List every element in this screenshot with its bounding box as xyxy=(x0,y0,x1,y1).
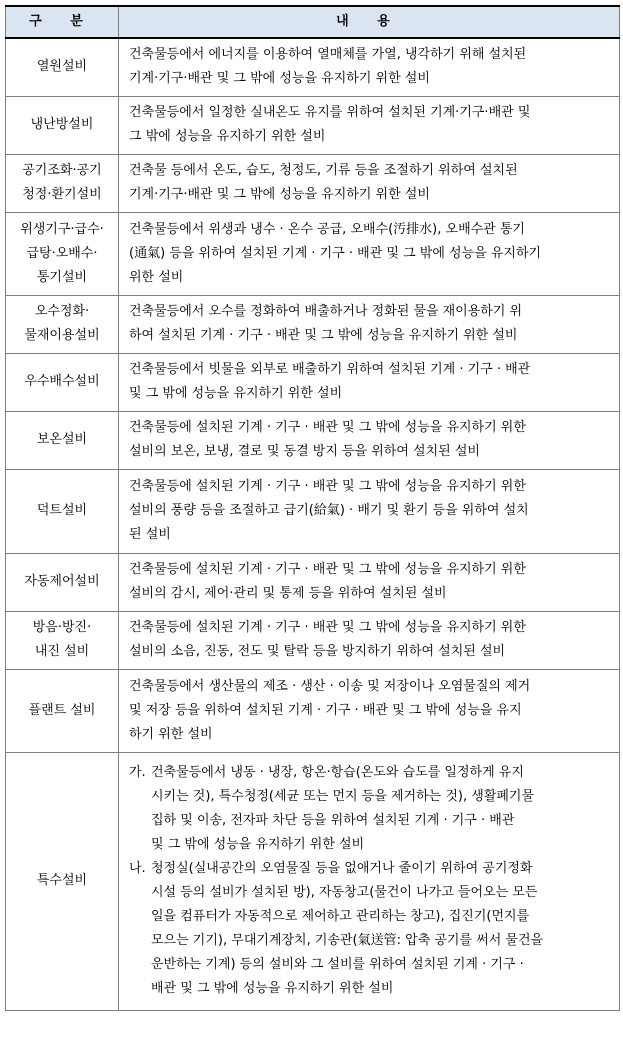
row-category xyxy=(6,752,119,1010)
text-line: 청정·환기설비 xyxy=(22,187,102,202)
text-line: 하기 위한 설비 xyxy=(129,726,213,742)
text-line: 청정실(실내공간의 오염물질 등을 없애거나 줄이기 위하여 공기정화 xyxy=(151,861,533,876)
text-line: 그 밖에 성능을 유지하기 위한 설비 xyxy=(129,129,326,144)
text-line: 배관 및 그 밖에 성능을 유지하기 위한 설비 xyxy=(151,981,394,996)
text-line: 설비의 소음, 진동, 전도 및 탈락 등을 방지하기 위하여 설치된 설비 xyxy=(129,644,506,659)
row-category xyxy=(6,295,119,353)
row-content xyxy=(119,38,620,96)
row-content xyxy=(119,212,620,295)
text-line: 건축물등에 설치된 기계 · 기구 · 배관 및 그 밖에 성능을 유지하기 위한 xyxy=(129,562,526,577)
row-content xyxy=(119,353,620,411)
text-line: 위한 설비 xyxy=(129,269,184,285)
text-line: 자동제어설비 xyxy=(24,574,100,589)
row-category xyxy=(6,353,119,411)
text-line: 및 그 밖에 성능을 유지하기 위한 설비 xyxy=(151,837,365,852)
text-line: 건축물등에서 위생과 냉수 · 온수 공급, 오배수(汚排水), 오배수관 통기 xyxy=(129,221,525,237)
table-row xyxy=(6,38,620,96)
row-content xyxy=(119,553,620,611)
text-line: 통기설비 xyxy=(36,269,88,285)
table-row xyxy=(6,295,620,353)
text-line: 기계·기구·배관 및 그 밖에 성능을 유지하기 위한 설비 xyxy=(129,187,430,202)
text-line: 된 설비 xyxy=(129,527,171,542)
header-content: 내 용 xyxy=(119,6,620,38)
row-category xyxy=(6,154,119,212)
text-line: 건축물등에서 오수를 정화하여 배출하거나 정화된 물을 재이용하기 위 xyxy=(129,304,523,319)
table-row xyxy=(6,611,620,669)
text-line: 공기조화·공기 xyxy=(22,163,102,178)
text-line: (通氣) 등을 위하여 설치된 기계 · 기구 · 배관 및 그 밖에 성능을 유지하기 xyxy=(129,245,542,261)
list-marker: 나. xyxy=(129,861,146,876)
text-line: 건축물 등에서 온도, 습도, 청정도, 기류 등을 조절하기 위하여 설치된 xyxy=(129,163,518,178)
row-category xyxy=(6,669,119,752)
table-row xyxy=(6,469,620,553)
text-line: 건축물등에 설치된 기계 · 기구 · 배관 및 그 밖에 성능을 유지하기 위한 xyxy=(129,420,526,435)
text-line: 플랜트 설비 xyxy=(28,702,96,718)
text-line: 집하 및 이송, 전자파 차단 등을 위하여 설치된 기계 · 기구 · 배관 xyxy=(151,813,515,828)
text-line: 오수정화· xyxy=(34,304,90,319)
text-line: 기계·기구·배관 및 그 밖에 성능을 유지하기 위한 설비 xyxy=(129,71,430,87)
special-equipment-list xyxy=(129,761,611,1001)
text-line: 하여 설치된 기계 · 기구 · 배관 및 그 밖에 성능을 유지하기 위한 설비 xyxy=(129,328,518,343)
row-content xyxy=(119,154,620,212)
text-line: 특수설비 xyxy=(36,873,88,888)
text-line: 운반하는 기계) 등의 설비와 그 설비를 위하여 설치된 기계 · 기구 · xyxy=(151,957,524,972)
row-content xyxy=(119,752,620,1010)
table-row xyxy=(6,96,620,154)
text-line: 및 저장 등을 위하여 설치된 기계 · 기구 · 배관 및 그 밖에 성능을 유지 xyxy=(129,702,522,718)
text-line: 건축물등에 설치된 기계 · 기구 · 배관 및 그 밖에 성능을 유지하기 위한 xyxy=(129,620,526,635)
table-row-special xyxy=(6,752,620,1010)
row-category xyxy=(6,96,119,154)
text-line: 열원설비 xyxy=(36,59,88,75)
table-row xyxy=(6,212,620,295)
text-line: 시설 등의 설비가 설치된 방), 자동창고(물건이 나가고 들어오는 모든 xyxy=(151,885,538,900)
row-content xyxy=(119,611,620,669)
row-content xyxy=(119,295,620,353)
header-category: 구 분 xyxy=(6,6,119,38)
text-line: 건축물등에 설치된 기계 · 기구 · 배관 및 그 밖에 성능을 유지하기 위한 xyxy=(129,479,526,494)
table-row xyxy=(6,411,620,469)
table-row xyxy=(6,154,620,212)
list-item xyxy=(129,857,611,1001)
text-line: 및 그 밖에 성능을 유지하기 위한 설비 xyxy=(129,386,343,401)
equipment-classification-table xyxy=(5,5,620,1011)
row-category xyxy=(6,38,119,96)
text-line: 내진 설비 xyxy=(34,644,90,659)
row-category xyxy=(6,212,119,295)
text-line: 건축물등에서 냉동 · 냉장, 항온·항습(온도와 습도를 일정하게 유지 xyxy=(151,765,524,780)
list-marker: 가. xyxy=(129,765,146,780)
row-category xyxy=(6,411,119,469)
text-line: 설비의 풍량 등을 조절하고 급기(給氣) · 배기 및 환기 등을 위하여 설치 xyxy=(129,503,529,518)
text-line: 물재이용설비 xyxy=(24,328,100,343)
list-item xyxy=(129,761,611,857)
text-line: 설비의 보온, 보냉, 결로 및 동결 방지 등을 위하여 설치된 설비 xyxy=(129,444,480,459)
text-line: 급탕·오배수· xyxy=(26,245,98,261)
row-category xyxy=(6,611,119,669)
text-line: 설비의 감시, 제어·관리 및 통제 등을 위하여 설치된 설비 xyxy=(129,586,447,601)
table-row xyxy=(6,553,620,611)
row-content xyxy=(119,411,620,469)
table-row xyxy=(6,353,620,411)
text-line: 일을 컴퓨터가 자동적으로 제어하고 관리하는 창고), 집진기(먼지를 xyxy=(151,909,530,924)
text-line: 우수배수설비 xyxy=(24,374,100,389)
text-line: 냉난방설비 xyxy=(30,117,94,132)
table-row xyxy=(6,669,620,752)
text-line: 시키는 것), 특수청정(세균 또는 먼지 등을 제거하는 것), 생활폐기물 xyxy=(151,789,535,804)
text-line: 위생기구·급수· xyxy=(20,221,104,237)
text-line: 건축물등에서 생산물의 제조 · 생산 · 이송 및 저장이나 오염물질의 제거 xyxy=(129,678,531,694)
header-row xyxy=(6,6,620,38)
row-category xyxy=(6,553,119,611)
text-line: 방음·방진· xyxy=(32,620,92,635)
text-line: 건축물등에서 빗물을 외부로 배출하기 위하여 설치된 기계 · 기구 · 배관 xyxy=(129,362,531,377)
text-line: 보온설비 xyxy=(36,432,88,447)
text-line: 덕트설비 xyxy=(36,503,88,518)
text-line: 모으는 기기), 무대기계장치, 기송관(氣送管: 압축 공기를 써서 물건을 xyxy=(151,933,544,948)
text-line: 건축물등에서 일정한 실내온도 유지를 위하여 설치된 기계·기구·배관 및 xyxy=(129,105,531,120)
text-line: 건축물등에서 에너지를 이용하여 열매체를 가열, 냉각하기 위해 설치된 xyxy=(129,47,527,63)
row-category xyxy=(6,469,119,553)
row-content xyxy=(119,669,620,752)
row-content xyxy=(119,469,620,553)
row-content xyxy=(119,96,620,154)
